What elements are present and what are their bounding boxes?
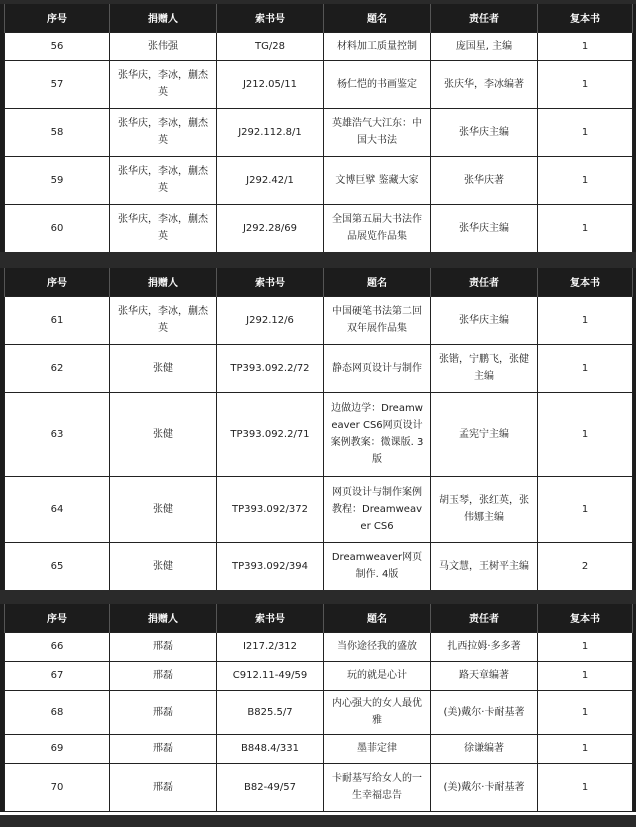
- col-header-donor: 捐赠人: [110, 604, 217, 632]
- header-row: [5, 268, 633, 296]
- bottom-divider: [0, 815, 636, 827]
- copies-cell: 1: [538, 690, 633, 734]
- col-header-copies: 复本书: [538, 4, 633, 32]
- call-number-cell: TP393.092.2/71: [217, 392, 324, 476]
- title-cell: 内心强大的女人最优雅: [324, 690, 431, 734]
- catalog-table: [4, 268, 633, 591]
- copies-cell: 1: [538, 296, 633, 344]
- index-cell: 62: [5, 344, 110, 392]
- copies-cell: 1: [538, 60, 633, 108]
- donor-cell: 张华庆，李冰，蒯杰英: [110, 296, 217, 344]
- author-cell: (美)戴尔·卡耐基著: [431, 763, 538, 811]
- title-cell: 玩的就是心计: [324, 661, 431, 690]
- copies-cell: 1: [538, 734, 633, 763]
- table-row: [5, 204, 633, 252]
- title-cell: 杨仁恺的书画鉴定: [324, 60, 431, 108]
- call-number-cell: B825.5/7: [217, 690, 324, 734]
- index-cell: 59: [5, 156, 110, 204]
- col-header-author: 责任者: [431, 604, 538, 632]
- table-row: [5, 156, 633, 204]
- title-cell: 网页设计与制作案例教程：Dreamweaver CS6: [324, 476, 431, 542]
- header-row: [5, 4, 633, 32]
- donor-cell: 邢磊: [110, 690, 217, 734]
- call-number-cell: TP393.092/372: [217, 476, 324, 542]
- title-cell: 边做边学：Dreamweaver CS6网页设计案例教案：微课版. 3版: [324, 392, 431, 476]
- title-cell: 全国第五届大书法作品展览作品集: [324, 204, 431, 252]
- index-cell: 56: [5, 32, 110, 60]
- table-divider: [0, 590, 636, 604]
- author-cell: 孟宪宁主编: [431, 392, 538, 476]
- call-number-cell: J292.42/1: [217, 156, 324, 204]
- table-row: [5, 542, 633, 590]
- author-cell: 扎西拉姆·多多著: [431, 632, 538, 661]
- table-row: [5, 632, 633, 661]
- copies-cell: 1: [538, 632, 633, 661]
- col-header-call-number: 索书号: [217, 604, 324, 632]
- index-cell: 63: [5, 392, 110, 476]
- index-cell: 69: [5, 734, 110, 763]
- copies-cell: 1: [538, 344, 633, 392]
- index-cell: 68: [5, 690, 110, 734]
- title-cell: 中国硬笔书法第二回双年展作品集: [324, 296, 431, 344]
- table-row: [5, 392, 633, 476]
- copies-cell: 1: [538, 204, 633, 252]
- index-cell: 64: [5, 476, 110, 542]
- donor-cell: 张华庆，李冰，蒯杰英: [110, 156, 217, 204]
- table-row: [5, 734, 633, 763]
- catalog-table: [4, 604, 633, 812]
- author-cell: 张华庆主编: [431, 108, 538, 156]
- col-header-copies: 复本书: [538, 268, 633, 296]
- table-row: [5, 763, 633, 811]
- col-header-donor: 捐赠人: [110, 268, 217, 296]
- table-row: [5, 344, 633, 392]
- catalog-table-2-wrapper: [0, 268, 636, 591]
- donor-cell: 张健: [110, 476, 217, 542]
- author-cell: 路天章编著: [431, 661, 538, 690]
- donor-cell: 张伟强: [110, 32, 217, 60]
- call-number-cell: TP393.092/394: [217, 542, 324, 590]
- index-cell: 57: [5, 60, 110, 108]
- title-cell: 文博巨擘 鉴藏大家: [324, 156, 431, 204]
- copies-cell: 1: [538, 661, 633, 690]
- catalog-table-3-wrapper: [0, 604, 636, 812]
- copies-cell: 1: [538, 156, 633, 204]
- index-cell: 67: [5, 661, 110, 690]
- author-cell: 胡玉琴，张红英，张伟娜主编: [431, 476, 538, 542]
- donor-cell: 张华庆，李冰，蒯杰英: [110, 60, 217, 108]
- table-row: [5, 108, 633, 156]
- index-cell: 60: [5, 204, 110, 252]
- col-header-index: 序号: [5, 604, 110, 632]
- copies-cell: 2: [538, 542, 633, 590]
- header-row: [5, 604, 633, 632]
- index-cell: 70: [5, 763, 110, 811]
- call-number-cell: J292.112.8/1: [217, 108, 324, 156]
- donor-cell: 邢磊: [110, 734, 217, 763]
- table-row: [5, 296, 633, 344]
- donor-cell: 邢磊: [110, 763, 217, 811]
- author-cell: 张锴，宁鹏飞，张健主编: [431, 344, 538, 392]
- donor-cell: 邢磊: [110, 632, 217, 661]
- col-header-copies: 复本书: [538, 604, 633, 632]
- call-number-cell: J292.12/6: [217, 296, 324, 344]
- table-row: [5, 690, 633, 734]
- table-row: [5, 476, 633, 542]
- col-header-call-number: 索书号: [217, 268, 324, 296]
- copies-cell: 1: [538, 392, 633, 476]
- index-cell: 65: [5, 542, 110, 590]
- call-number-cell: TP393.092.2/72: [217, 344, 324, 392]
- call-number-cell: J212.05/11: [217, 60, 324, 108]
- call-number-cell: C912.11-49/59: [217, 661, 324, 690]
- catalog-table: [4, 4, 633, 253]
- copies-cell: 1: [538, 476, 633, 542]
- index-cell: 66: [5, 632, 110, 661]
- title-cell: 当你途径我的盛放: [324, 632, 431, 661]
- call-number-cell: B82-49/57: [217, 763, 324, 811]
- title-cell: 材料加工质量控制: [324, 32, 431, 60]
- donor-cell: 邢磊: [110, 661, 217, 690]
- col-header-author: 责任者: [431, 268, 538, 296]
- author-cell: 张华庆主编: [431, 296, 538, 344]
- col-header-call-number: 索书号: [217, 4, 324, 32]
- copies-cell: 1: [538, 763, 633, 811]
- col-header-donor: 捐赠人: [110, 4, 217, 32]
- donor-cell: 张健: [110, 392, 217, 476]
- author-cell: 张庆华，李冰编著: [431, 60, 538, 108]
- author-cell: (美)戴尔·卡耐基著: [431, 690, 538, 734]
- col-header-author: 责任者: [431, 4, 538, 32]
- donor-cell: 张健: [110, 344, 217, 392]
- call-number-cell: I217.2/312: [217, 632, 324, 661]
- author-cell: 马文慧，王树平主编: [431, 542, 538, 590]
- call-number-cell: J292.28/69: [217, 204, 324, 252]
- title-cell: 英雄浩气大江东：中国大书法: [324, 108, 431, 156]
- donor-cell: 张华庆，李冰，蒯杰英: [110, 204, 217, 252]
- title-cell: 卡耐基写给女人的一生幸福忠告: [324, 763, 431, 811]
- copies-cell: 1: [538, 108, 633, 156]
- call-number-cell: TG/28: [217, 32, 324, 60]
- author-cell: 张华庆著: [431, 156, 538, 204]
- title-cell: 静态网页设计与制作: [324, 344, 431, 392]
- index-cell: 61: [5, 296, 110, 344]
- donor-cell: 张华庆，李冰，蒯杰英: [110, 108, 217, 156]
- table-row: [5, 661, 633, 690]
- col-header-title: 题名: [324, 4, 431, 32]
- col-header-index: 序号: [5, 4, 110, 32]
- index-cell: 58: [5, 108, 110, 156]
- donor-cell: 张健: [110, 542, 217, 590]
- col-header-title: 题名: [324, 268, 431, 296]
- col-header-index: 序号: [5, 268, 110, 296]
- title-cell: Dreamweaver网页制作. 4版: [324, 542, 431, 590]
- table-row: [5, 60, 633, 108]
- col-header-title: 题名: [324, 604, 431, 632]
- author-cell: 徐谦编著: [431, 734, 538, 763]
- call-number-cell: B848.4/331: [217, 734, 324, 763]
- table-divider: [0, 252, 636, 268]
- author-cell: 庞国星, 主编: [431, 32, 538, 60]
- table-row: [5, 32, 633, 60]
- author-cell: 张华庆主编: [431, 204, 538, 252]
- catalog-table-1-wrapper: [0, 4, 636, 253]
- copies-cell: 1: [538, 32, 633, 60]
- title-cell: 墨菲定律: [324, 734, 431, 763]
